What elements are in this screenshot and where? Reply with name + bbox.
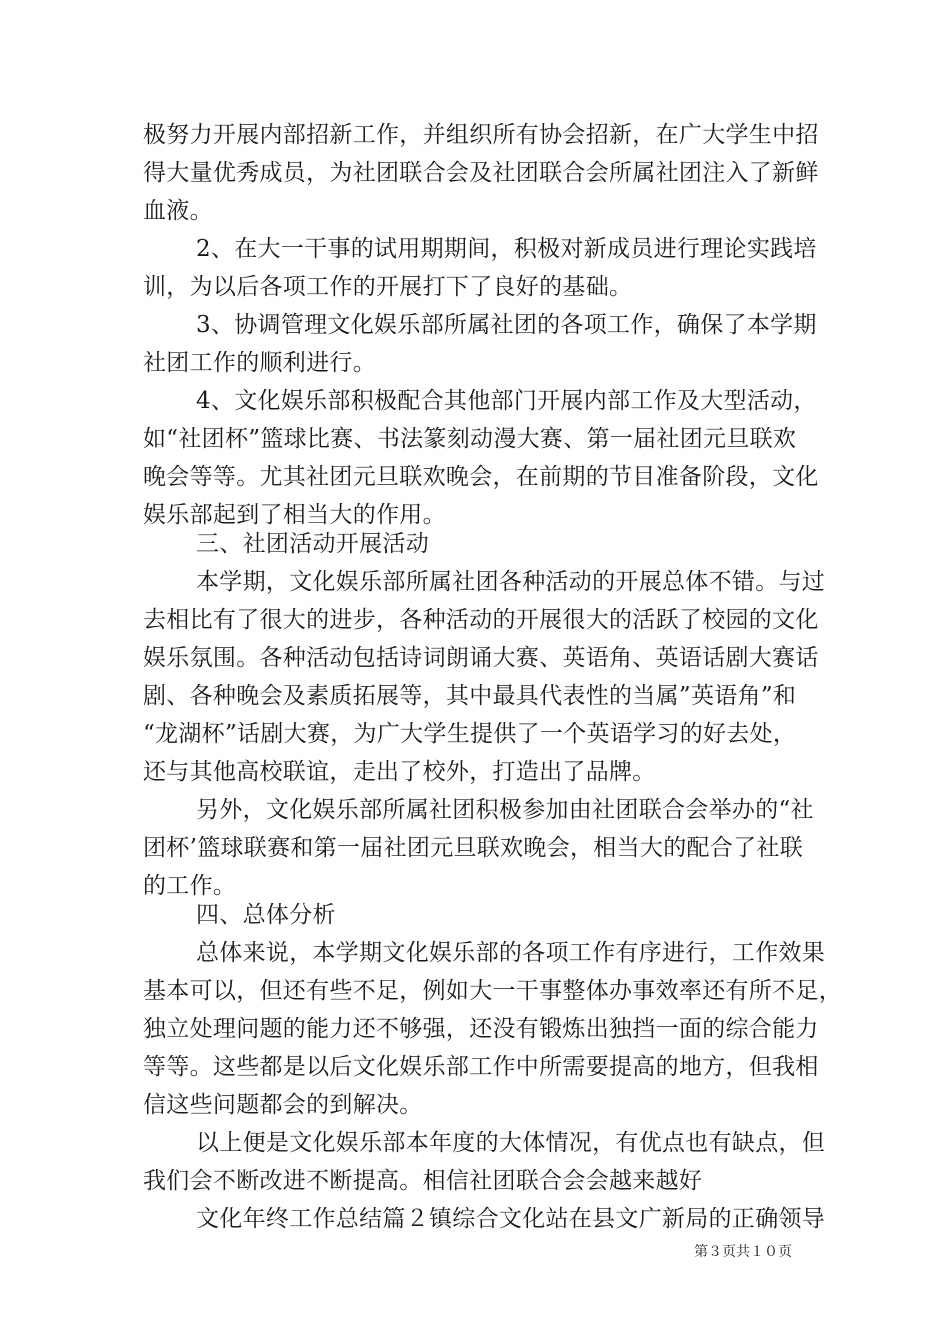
body-text-line: 等等。这些都是以后文化娱乐部工作中所需要提高的地方，但我相 <box>143 1054 819 1080</box>
paragraph-first-line: 总体来说，本学期文化娱乐部的各项工作有序进行，工作效果 <box>196 940 826 966</box>
body-text-line: 训，为以后各项工作的开展打下了良好的基础。 <box>143 274 633 300</box>
body-text-line: 团杯’篮球联赛和第一届社团元旦联欢晚会，相当大的配合了社联 <box>143 835 804 861</box>
paragraph-first-line: 2、在大一干事的试用期期间，积极对新成员进行理论实践培 <box>196 236 817 262</box>
body-text-line: 得大量优秀成员，为社团联合会及社团联合会所属社团注入了新鲜 <box>143 160 819 186</box>
paragraph-first-line: 3、协调管理文化娱乐部所属社团的各项工作，确保了本学期 <box>196 312 817 338</box>
paragraph-first-line: 本学期，文化娱乐部所属社团各种活动的开展总体不错。与过 <box>196 569 826 595</box>
body-text-line: 信这些问题都会的到解决。 <box>143 1092 423 1118</box>
body-text-line: 娱乐部起到了相当大的作用。 <box>143 502 446 528</box>
body-text-line: 娱乐氛围。各种活动包括诗词朗诵大赛、英语角、英语话剧大赛话 <box>143 645 819 671</box>
body-text-line: 血液。 <box>143 198 213 224</box>
body-text-line: 还与其他高校联谊，走出了校外，打造出了品牌。 <box>143 759 656 785</box>
paragraph-first-line: 文化年终工作总结篇２镇综合文化站在县文广新局的正确领导 <box>196 1206 826 1232</box>
body-text-line: 晚会等等。尤其社团元旦联欢晚会，在前期的节目准备阶段，文化 <box>143 464 819 490</box>
body-text-line: 我们会不断改进不断提高。相信社团联合会会越来越好 <box>143 1168 703 1194</box>
section-heading: 三、社团活动开展活动 <box>196 531 429 557</box>
body-text-line: 如“社团杯”篮球比赛、书法篆刻动漫大赛、第一届社团元旦联欢 <box>143 426 797 452</box>
paragraph-first-line: 4、文化娱乐部积极配合其他部门开展内部工作及大型活动， <box>196 388 817 414</box>
body-text-line: 独立处理问题的能力还不够强，还没有锻炼出独挡一面的综合能力 <box>143 1016 819 1042</box>
page-number-footer: 第３页共１０页 <box>694 1244 792 1260</box>
body-text-line: 社团工作的顺利进行。 <box>143 350 376 376</box>
section-heading: 四、总体分析 <box>196 902 336 928</box>
body-text-line: 极努力开展内部招新工作，并组织所有协会招新，在广大学生中招 <box>143 122 819 148</box>
body-text-line: 基本可以，但还有些不足，例如大一干事整体办事效率还有所不足， <box>143 978 842 1004</box>
body-text-line: 的工作。 <box>143 873 237 899</box>
body-text-line: 去相比有了很大的进步，各种活动的开展很大的活跃了校园的文化 <box>143 607 819 633</box>
body-text-line: “龙湖杯”话剧大赛，为广大学生提供了一个英语学习的好去处， <box>143 721 797 747</box>
body-text-line: 剧、各种晚会及素质拓展等，其中最具代表性的当属”英语角”和 <box>143 683 797 709</box>
paragraph-first-line: 另外，文化娱乐部所属社团积极参加由社团联合会举办的“社 <box>196 797 814 823</box>
paragraph-first-line: 以上便是文化娱乐部本年度的大体情况，有优点也有缺点，但 <box>196 1130 826 1156</box>
